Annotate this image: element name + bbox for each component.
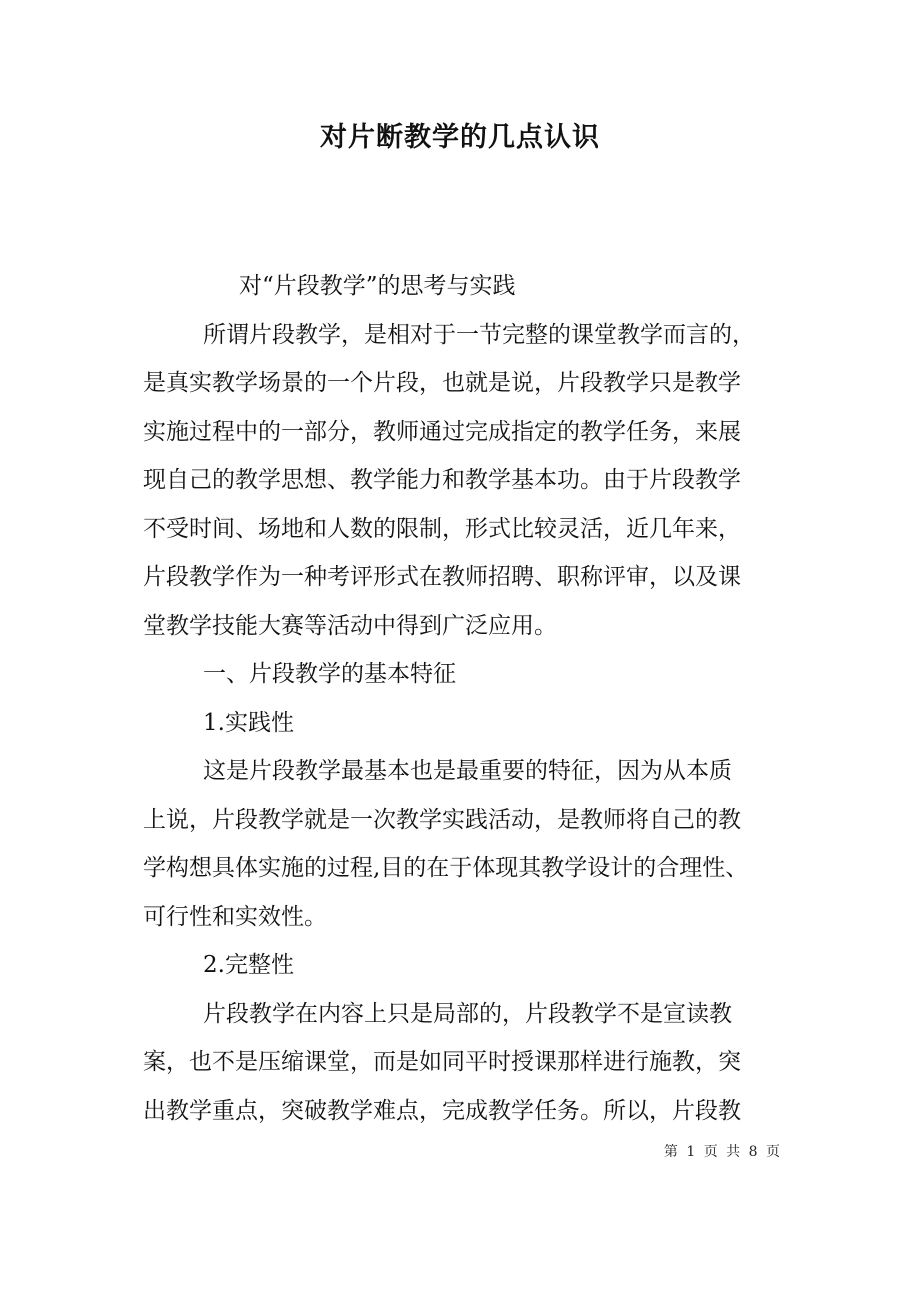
paragraph-line: 这是片段教学最基本也是最重要的特征，因为从本质 [203, 758, 732, 784]
paragraph-line: 出教学重点，突破教学难点，完成教学任务。所以，片段教 [143, 1097, 741, 1124]
document-title: 对片断教学的几点认识 [320, 122, 600, 153]
paragraph-line: 是真实教学场景的一个片段，也就是说，片段教学只是教学 [143, 370, 741, 396]
section-heading: 一、片段教学的基本特征 [203, 661, 456, 687]
paragraph-line: 堂教学技能大赛等活动中得到广泛应用。 [143, 612, 557, 639]
paragraph-line: 可行性和实效性。 [143, 903, 327, 930]
paragraph-line: 不受时间、场地和人数的限制，形式比较灵活，近几年来， [143, 515, 741, 542]
paragraph-line: 案，也不是压缩课堂，而是如同平时授课那样进行施教，突 [143, 1049, 741, 1075]
page-number-footer: 第 1 页 共 8 页 [663, 1144, 782, 1160]
paragraph-line: 现自己的教学思想、教学能力和教学基本功。由于片段教学 [143, 467, 741, 493]
subsection-heading: 2.完整性 [203, 952, 294, 978]
subtitle: 对“片段教学”的思考与实践 [239, 273, 516, 299]
subsection-heading: 1.实践性 [203, 709, 294, 736]
paragraph-line: 所谓片段教学，是相对于一节完整的课堂教学而言的， [203, 321, 755, 348]
paragraph-line: 学构想具体实施的过程,目的在于体现其教学设计的合理性、 [143, 855, 749, 881]
paragraph-line: 片段教学作为一种考评形式在教师招聘、职称评审，以及课 [143, 564, 741, 590]
paragraph-line: 实施过程中的一部分，教师通过完成指定的教学任务，来展 [143, 418, 741, 445]
document-body [143, 262, 783, 1135]
paragraph-line: 片段教学在内容上只是局部的，片段教学不是宣读教 [203, 1000, 732, 1027]
paragraph-line: 上说，片段教学就是一次教学实践活动，是教师将自己的教 [143, 806, 741, 833]
